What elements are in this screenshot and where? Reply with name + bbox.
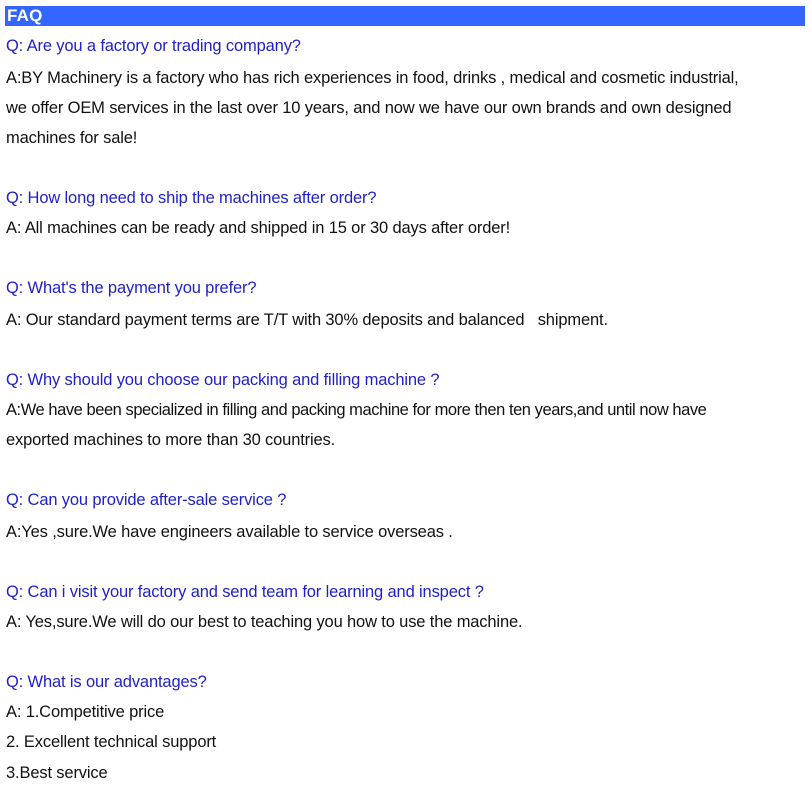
faq-answer-line: 3.Best service	[6, 764, 108, 782]
faq-answer-line: A:Yes ,sure.We have engineers available to service overseas .	[6, 523, 453, 541]
faq-question: Q: Can i visit your factory and send team for learning and inspect ?	[6, 583, 484, 601]
faq-answer-line: 2. Excellent technical support	[6, 733, 217, 751]
faq-question: Q: Are you a factory or trading company?	[6, 37, 301, 55]
faq-header-bar	[5, 6, 805, 26]
faq-answer-line: exported machines to more than 30 countries.	[6, 431, 336, 449]
faq-question: Q: What's the payment you prefer?	[6, 279, 257, 297]
faq-answer-line: we offer OEM services in the last over 10 years, and now we have our own brands and own designed	[6, 99, 732, 117]
faq-answer-line: A:BY Machinery is a factory who has rich experiences in food, drinks , medical and cosmetic industrial,	[6, 69, 739, 87]
faq-answer-line: A: Yes,sure.We will do our best to teaching you how to use the machine.	[6, 613, 523, 631]
faq-question: Q: What is our advantages?	[6, 673, 207, 691]
faq-question: Q: How long need to ship the machines after order?	[6, 189, 377, 207]
faq-answer-line: A: 1.Competitive price	[6, 703, 165, 721]
faq-title: FAQ	[7, 6, 43, 25]
faq-question: Q: Why should you choose our packing and filling machine ?	[6, 371, 440, 389]
faq-answer-line: machines for sale!	[6, 129, 138, 147]
faq-answer-line: A: Our standard payment terms are T/T with 30% deposits and balanced shipment.	[6, 311, 608, 329]
faq-answer-line: A: All machines can be ready and shipped in 15 or 30 days after order!	[6, 219, 511, 237]
faq-answer-line: A:We have been specialized in filling and packing machine for more then ten years,and until now have	[6, 401, 707, 419]
faq-question: Q: Can you provide after-sale service ?	[6, 491, 287, 509]
